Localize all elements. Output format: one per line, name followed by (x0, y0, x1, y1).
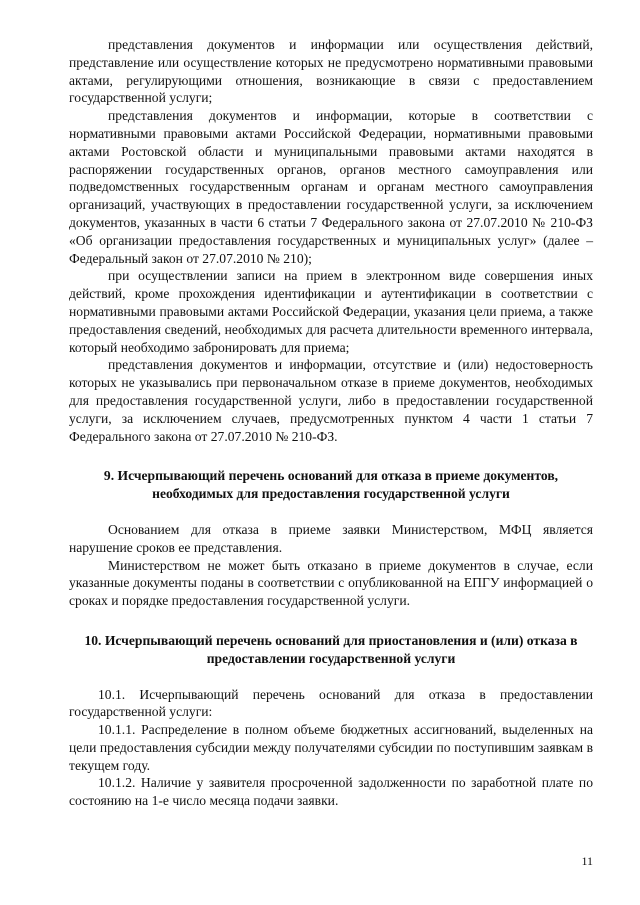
paragraph: Основанием для отказа в приеме заявки Министерством, МФЦ является нарушение сроков ее представления. (69, 521, 593, 555)
paragraph: представления документов и информации, которые в соответствии с нормативными правовыми актами Российской Федерации, нормативными правовыми актами Ростовской области и муниципальными правовыми актами находятся в распоряжении государственных органов, органов местного самоуправления или подведомственных государственным органам и органам местного самоуправления организаций, участвующих в предоставлении государственной услуги, за исключением документов, указанных в части 6 статьи 7 Федерального закона от 27.07.2010 № 210-ФЗ «Об организации предоставления государственных и муниципальных услуг» (далее – Федеральный закон от 27.07.2010 № 210); (69, 108, 593, 266)
section-9-heading: 9. Исчерпывающий перечень оснований для отказа в приеме документов, необходимых для предоставления государственной услуги (103, 468, 559, 502)
section-10-heading: 10. Исчерпывающий перечень оснований для приостановления и (или) отказа в предоставлении государственной услуги (84, 632, 578, 666)
paragraph: 10.1.2. Наличие у заявителя просроченной задолженности по заработной плате по состоянию на 1-е число месяца подачи заявки. (69, 775, 593, 809)
paragraph: при осуществлении записи на прием в электронном виде совершения иных действий, кроме прохождения идентификации и аутентификации в соответствии с нормативными правовыми актами Российской Федерации, указания цели приема, а также предоставления сведений, необходимых для расчета длительности временного интервала, который необходимо забронировать для приема; (69, 268, 593, 355)
page-number: 11 (581, 854, 593, 868)
paragraph: Министерством не может быть отказано в приеме документов в случае, если указанные документы поданы в соответствии с опубликованной на ЕПГУ информацией о сроках и порядке предоставления государственной услуги. (69, 557, 593, 609)
paragraph: 10.1. Исчерпывающий перечень оснований для отказа в предоставлении государственной услуги: (69, 686, 593, 720)
paragraph: представления документов и информации или осуществления действий, представление или осуществление которых не предусмотрено нормативными правовыми актами, регулирующими отношения, возникающие в связи с предоставлением государственной услуги; (69, 37, 593, 106)
paragraph: представления документов и информации, отсутствие и (или) недостоверность которых не указывались при первоначальном отказе в приеме документов, необходимых для предоставления государственной услуги, либо в предоставлении государственной услуги, за исключением случаев, предусмотренных пунктом 4 части 1 статьи 7 Федерального закона от 27.07.2010 № 210-ФЗ. (69, 357, 593, 444)
document-page (69, 36, 593, 810)
paragraph: 10.1.1. Распределение в полном объеме бюджетных ассигнований, выделенных на цели предоставления субсидии между получателями субсидии по поступившим заявкам в текущем году. (69, 722, 593, 773)
